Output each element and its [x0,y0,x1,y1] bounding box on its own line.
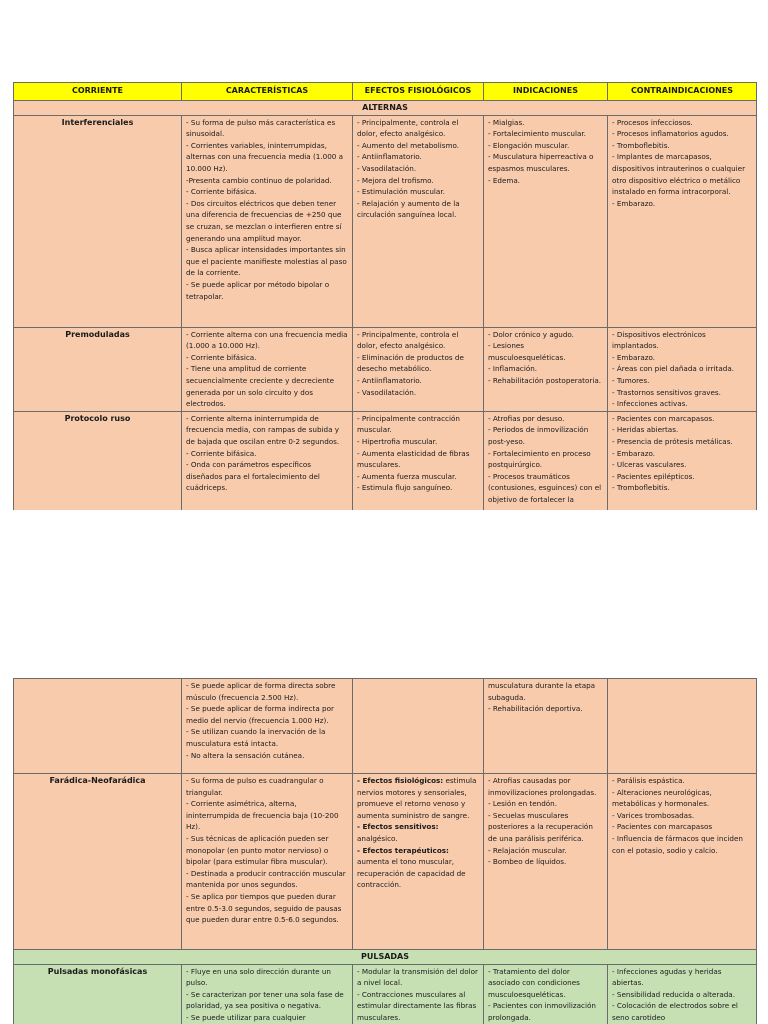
cell-line: - Pacientes epilépticos. [612,471,695,481]
cell-line: - Antiinflamatorio. [357,375,422,385]
header-efectos: EFECTOS FISIOLÓGICOS [353,83,484,101]
cell-contraindicaciones [608,774,757,950]
cell-line: - Implantes de marcapasos, dispositivos intrauterinos o cualquier otro dispositivo eléctrico o metálico instalado en forma intracorporal. [612,152,746,197]
cell-line: - Sus técnicas de aplicación pueden ser monopolar (en punto motor nervioso) o bipolar (para estimular fibra muscular). [186,833,329,867]
cell-line: - Fortalecimiento muscular. [488,129,586,139]
cell-line: - Rehabilitación postoperatoria. [488,375,602,385]
cell-line: - Lesión en tendón. [488,799,558,809]
cell-line: - Antiinflamatorio. [357,152,422,162]
cell-indicaciones [484,679,608,774]
cell-line: - Se utilizan cuando la inervación de la musculatura está intacta. [186,727,326,748]
cell-efectos [353,964,484,1024]
cell-line: - Se puede aplicar de forma indirecta por medio del nervio (frecuencia 1.000 Hz). [186,704,334,725]
efecto-line: - Efectos sensitivos: analgésico. [357,822,439,843]
cell-line: - Vasodilatación. [357,163,417,173]
cell-line: - Aumenta elasticidad de fibras musculares. [357,448,470,470]
table-row [14,774,757,950]
cell-line: - Tromboflebitis. [612,140,670,150]
cell-caracteristicas [182,964,353,1024]
cell-line: - Tromboflebitis. [612,483,670,493]
cell-line: - Corriente bifásica. [186,187,257,197]
cell-line: - Áreas con piel dañada o irritada. [612,364,735,374]
cell-line: - Busca aplicar intensidades importantes sin que el paciente manifieste molestias al paso de la corriente. [186,245,347,278]
row-name: Farádica-Neofarádica [14,774,182,950]
cell-line: - Onda con parámetros específicos diseñados para el fortalecimiento del cuádriceps. [186,460,320,493]
cell-efectos-empty [353,679,484,774]
cell-line: - Corriente asimétrica, alterna, ininterrumpida de frecuencia baja (10-200 Hz). [186,799,339,832]
section-title-alternas: ALTERNAS [14,101,757,116]
therapy-table-page-2 [13,678,757,1024]
cell-line: - Atrofias por desuso. [488,413,565,423]
cell-line: - Secuelas musculares posteriores a la recuperación de una parálisis periférica. [488,810,593,843]
cell-efectos [353,774,484,950]
cell-line: - Destinada a producir contracción muscular mantenida por unos segundos. [186,868,346,890]
cell-line: - Dispositivos electrónicos implantados. [612,329,706,351]
cell-line: - Trastornos sensitivos graves. [612,387,721,397]
cell-line: - Relajación muscular. [488,845,567,855]
cell-line: - Se aplica por tiempos que pueden durar entre 0.5-3.0 segundos, seguido de pausas que pueden durar entre 0.5-6.0 segundos. [186,891,342,925]
cell-line: - Alteraciones neurológicas, metabólicas y hormonales. [612,787,712,809]
section-row-pulsadas [14,950,757,965]
row-name-empty [14,679,182,774]
header-corriente: CORRIENTE [14,83,182,101]
cell-line: - Eliminación de productos de desecho metabólico. [357,352,464,374]
cell-line: - Mialgias. [488,117,525,127]
cell-line: - Parálisis espástica. [612,776,685,785]
efecto-line: - Efectos fisiológicos: estimula nervios motores y sensoriales, promueve el retorno venoso y aumenta suministro de sangre. [357,776,477,820]
row-name: Interferenciales [14,115,182,327]
cell-line: - Infecciones agudas y heridas abiertas. [612,966,722,988]
cell-indicaciones [484,774,608,950]
cell-line: - Periodos de inmovilización post-yeso. [488,425,589,446]
cell-line: - Procesos infecciosos. [612,117,693,127]
cell-line: - Vasodilatación. [357,387,417,397]
row-name: Pulsadas monofásicas [14,964,182,1024]
cell-line: - Corriente alterna con una frecuencia media (1.000 a 10.000 Hz). [186,329,348,351]
cell-line: - Colocación de electrodos sobre el seno carotideo [612,1001,738,1022]
cell-line: - Inflamación. [488,364,538,374]
cell-line: - Corriente alterna ininterrumpida de frecuencia media, con rampas de subida y de bajada que oscilan entre 0-2 segundos. [186,413,340,446]
cell-line: - Principalmente contracción muscular. [357,413,460,435]
cell-contraindicaciones-empty [608,679,757,774]
cell-line: - Se puede aplicar por método bipolar o tetrapolar. [186,279,330,301]
cell-line: - Su forma de pulso más característica es sinusoidal. [186,117,336,139]
cell-line: - Tratamiento del dolor asociado con condiciones musculoesqueléticas. [488,966,580,999]
cell-line: - Embarazo. [612,448,656,458]
cell-contraindicaciones [608,964,757,1024]
cell-line: - Contracciones musculares al estimular directamente las fibras musculares. [357,989,477,1022]
cell-line: - Se caracterizan por tener una sola fase de polaridad, ya sea positiva o negativa. [186,989,344,1011]
cell-line: - Se puede aplicar de forma directa sobre músculo (frecuencia 2.500 Hz). [186,681,336,702]
cell-line: - Bombeo de líquidos. [488,857,567,867]
cell-indicaciones [484,964,608,1024]
cell-line: - Relajación y aumento de la circulación sanguínea local. [357,198,460,220]
cell-line: - Embarazo. [612,352,656,362]
cell-line: - Dolor crónico y agudo. [488,329,574,339]
cell-line: - Edema. [488,175,521,185]
row-name: Premoduladas [14,327,182,411]
cell-line: - Pacientes con marcapasos. [612,413,715,423]
cell-line: - Atrofias causadas por inmovilizaciones prolongadas. [488,776,597,797]
cell-caracteristicas [182,679,353,774]
cell-line: - Heridas abiertas. [612,425,679,435]
cell-line: -Presenta cambio continuo de polaridad. [186,175,332,185]
header-contraindicaciones: CONTRAINDICACIONES [608,83,757,101]
cell-line: - Procesos inflamatorios agudos. [612,129,729,139]
cell-line: - Varices trombosadas. [612,810,695,820]
efecto-line: - Efectos terapéuticos: aumenta el tono muscular, recuperación de capacidad de contracción. [357,845,466,890]
cell-line: - Corriente bifásica. [186,352,257,362]
cell-line: - Corrientes variables, ininterrumpidas, alternas con una frecuencia media (1.000 a 10.000 Hz). [186,140,344,173]
table-row [14,964,757,1024]
cell-line: - Procesos traumáticos (contusiones, esguinces) con el objetivo de fortalecer la [488,471,602,504]
section-title-pulsadas: PULSADAS [14,950,757,965]
cell-line: - Principalmente, controla el dolor, efecto analgésico. [357,117,459,139]
cell-caracteristicas [182,774,353,950]
cell-line: - Estimulación muscular. [357,187,445,197]
cell-line: - Musculatura hiperreactiva o espasmos musculares. [488,152,594,173]
cell-line: - Elongación muscular. [488,140,570,150]
cell-line: - Fluye en una solo dirección durante un pulso. [186,966,331,988]
cell-line: - Dos circuitos eléctricos que deben tener una diferencia de frecuencias de +250 que se cruzan, se mezclan o interfieren entre sí generando una amplitud mayor. [186,198,342,243]
cell-line: - Tiene una amplitud de corriente secuencialmente creciente y decreciente generada por un solo circuito y dos electrodos. [186,364,334,409]
cell-line: - Tumores. [612,375,650,385]
row-name: Protocolo ruso [14,411,182,510]
table-row-continuation [14,679,757,774]
cell-line: - Modular la transmisión del dolor a nivel local. [357,966,478,988]
cell-line: - Ulceras vasculares. [612,460,687,470]
cell-line: - Corriente bifásica. [186,448,257,458]
header-caracteristicas: CARACTERÍSTICAS [182,83,353,101]
cell-line: - Embarazo. [612,198,656,208]
cell-line: - Presencia de prótesis metálicas. [612,436,733,446]
cell-line: - Se puede utilizar para cualquier [186,1012,306,1022]
cell-line: - No altera la sensación cutánea. [186,750,305,760]
cell-line: - Infecciones activas. [612,399,688,409]
cell-line: - Pacientes con marcapasos [612,822,713,832]
cell-line: - Pacientes con inmovilización prolongada. [488,1001,596,1022]
cell-line: - Mejora del trofismo. [357,175,434,185]
cell-line: - Hipertrofia muscular. [357,436,438,446]
cell-line: - Aumento del metabolismo. [357,140,459,150]
cell-line: - Rehabilitación deportiva. [488,704,583,714]
cell-line: - Aumenta fuerza muscular. [357,471,457,481]
cell-line: - Influencia de fármacos que inciden con el potasio, sodio y calcio. [612,833,743,855]
cell-line: - Fortalecimiento en proceso postquirúrgico. [488,448,591,470]
cell-line: - Lesiones musculoesqueléticas. [488,341,566,362]
header-indicaciones: INDICACIONES [484,83,608,101]
cell-line: musculatura durante la etapa subaguda. [488,681,596,702]
cell-line: - Principalmente, controla el dolor, efecto analgésico. [357,329,459,351]
cell-line: - Estimula flujo sanguíneo. [357,483,453,493]
cell-line: - Sensibilidad reducida o alterada. [612,989,735,999]
cell-line: - Su forma de pulso es cuadrangular o triangular. [186,776,324,797]
